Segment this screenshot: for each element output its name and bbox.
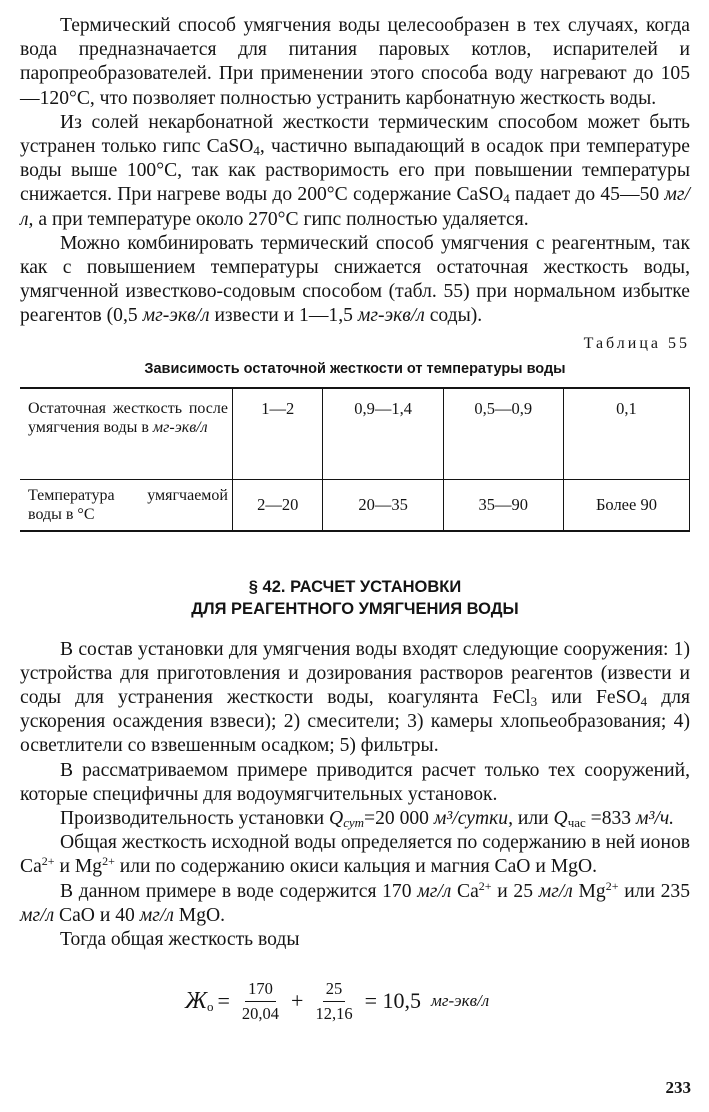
fraction-numerator: 25 — [323, 979, 346, 1002]
table-cell: 0,5—0,9 — [443, 388, 563, 480]
table-caption: Зависимость остаточной жесткости от температуры воды — [144, 360, 566, 377]
row-header-hardness: Остаточная жесткость после умягчения воды в мг-экв/л — [20, 388, 233, 480]
table-cell: 1—2 — [233, 388, 323, 480]
table-cell: 0,1 — [563, 388, 689, 480]
fraction-magnesium — [312, 979, 355, 1024]
page-number: 233 — [665, 1078, 691, 1097]
formula-equals: = — [217, 988, 230, 1014]
fraction-denominator: 12,16 — [315, 1003, 353, 1023]
table-row — [20, 388, 690, 480]
table-cell: Более 90 — [563, 479, 689, 531]
paragraph-total-hardness: Общая жесткость исходной воды определяется по содержанию в ней ионов $Ca^{2+}$ и $Mg^{2+}$ или по содержанию окиси кальция и магния CaO и MgO. — [20, 832, 690, 878]
table-cell: 35—90 — [443, 479, 563, 531]
paragraph-combined-method: Можно комбинировать термический способ умягчения с реагентным, так как с повышением температуры снижается остаточная жесткость воды, умягченной известково-содовым способом (табл. 55) при нормальном избытке реагентов (0,5 мг-экв/л извести и 1—1,5 мг-экв/л соды). — [20, 232, 690, 327]
table-cell: 2—20 — [233, 479, 323, 531]
table-cell: 0,9—1,4 — [323, 388, 443, 480]
page — [20, 14, 690, 1036]
formula-lhs: Ж — [185, 987, 207, 1014]
table-row — [20, 479, 690, 531]
hardness-temperature-table — [20, 387, 690, 532]
paragraph-water-content: В данном примере в воде содержится 170 мг/л $Ca^{2+}$ и 25 мг/л $Mg^{2+}$ или 235 мг/л CaO и 40 мг/л MgO. — [20, 878, 691, 926]
paragraph-thermal-method: Термический способ умягчения воды целесообразен в тех случаях, когда вода предназначается для питания паровых котлов, испарителей и паропреобразователей. При применении этого способа воду нагревают до 105—120°С, что позволяет полностью устранить карбонатную жесткость воды. — [20, 15, 690, 109]
paragraph-example: В рассматриваемом примере приводится расчет только тех сооружений, которые специфичны для водоумягчительных установок. — [20, 759, 690, 805]
paragraph-installation-composition: В состав установки для умягчения воды входят следующие сооружения: 1) устройства для приготовления и дозирования растворов реагентов (извести и соды для устранения жесткости воды, коагулянта FeCl$_3$ или FeSO$_4$ для ускорения осаждения взвеси); 2) смесители; 3) камеры хлопьеобразования; 4) осветлители со взвешенным осадком; 5) фильтры. — [20, 638, 690, 757]
paragraph-gypsum: Из солей некарбонатной жесткости термическим способом может быть устранен только гипс CaSO$_4$, частично выпадающий в осадок при температуре воды выше 100°С, так как растворимость его при повышении температуры снижается. При нагреве воды до 200°С содержание CaSO$_4$ падает до 45—50 мг/л, а при температуре около 270°С гипс полностью удаляется. — [20, 111, 690, 230]
fraction-numerator: 170 — [245, 979, 276, 1002]
hardness-formula — [20, 966, 690, 1036]
table-cell: 20—35 — [323, 479, 443, 531]
section-heading-line1: § 42. РАСЧЕТ УСТАНОВКИ — [248, 577, 462, 596]
section-heading — [20, 576, 690, 620]
formula-lhs-sub: о — [206, 998, 214, 1014]
formula-result: = 10,5 — [364, 988, 421, 1014]
paragraph-then: Тогда общая жесткость воды — [60, 929, 300, 951]
table-label: Таблица 55 — [583, 334, 690, 352]
fraction-calcium — [239, 979, 282, 1024]
paragraph-capacity: Производительность установки $Q_{сут}=20$ 000 м³/сутки, или $Q_{час} =833$ м³/ч. — [60, 808, 675, 831]
formula-unit: мг-экв/л — [431, 991, 490, 1011]
section-heading-line2: ДЛЯ РЕАГЕНТНОГО УМЯГЧЕНИЯ ВОДЫ — [191, 599, 519, 618]
formula-plus: + — [291, 988, 304, 1014]
fraction-denominator: 20,04 — [241, 1003, 280, 1023]
row-header-temperature: Температура умягчаемой воды в °С — [20, 479, 233, 531]
